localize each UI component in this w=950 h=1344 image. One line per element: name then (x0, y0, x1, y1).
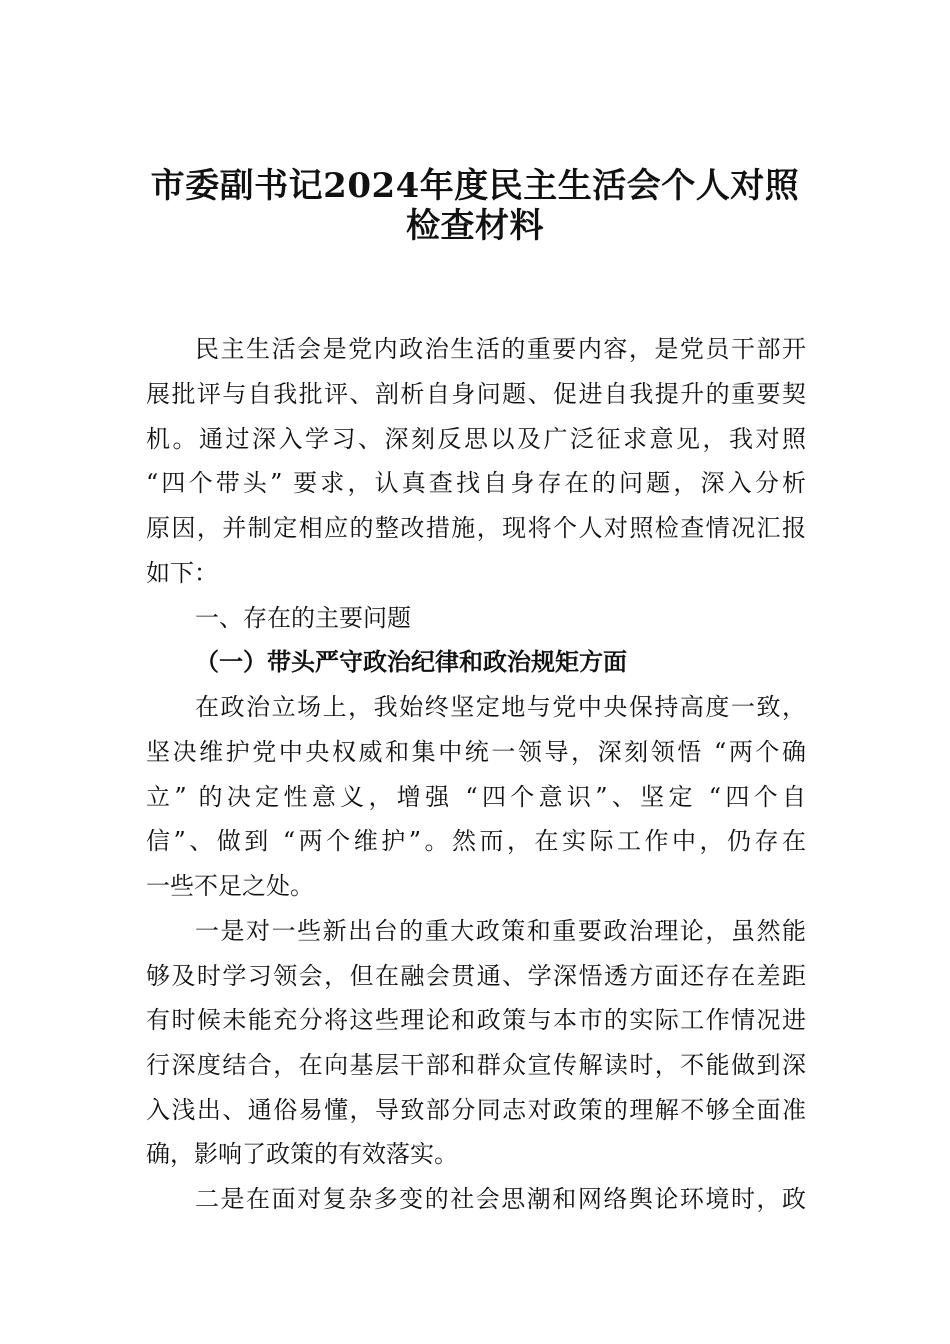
body-line: 信”、做到 “两个维护”。然而，在实际工作中，仍存在 (146, 827, 806, 855)
intro-line: 展批评与自我批评、剖析自身问题、促进自我提升的重要契 (146, 380, 806, 408)
body-line: 在政治立场上，我始终坚定地与党中央保持高度一致， (195, 693, 806, 721)
section-heading: 一、存在的主要问题 (195, 604, 411, 632)
body-line: 入浅出、通俗易懂，导致部分同志对政策的理解不够全面准 (146, 1096, 806, 1124)
intro-line: 民主生活会是党内政治生活的重要内容，是党员干部开 (195, 335, 806, 363)
document-title-line-2: 检查材料 (406, 206, 544, 246)
document-title-line-1: 市委副书记2024年度民主生活会个人对照 (150, 166, 800, 206)
body-line: 坚决维护党中央权威和集中统一领导，深刻领悟 “两个确 (146, 738, 806, 766)
body-line: 行深度结合，在向基层干部和群众宣传解读时，不能做到深 (146, 1051, 806, 1079)
intro-line: 如下： (146, 559, 218, 587)
body-line: 一些不足之处。 (146, 872, 314, 900)
intro-line: “四个带头” 要求，认真查找自身存在的问题，深入分析 (146, 469, 806, 497)
body-line: 二是在面对复杂多变的社会思潮和网络舆论环境时，政 (195, 1185, 806, 1213)
body-line: 确，影响了政策的有效落实。 (146, 1140, 458, 1168)
body-line: 一是对一些新出台的重大政策和重要政治理论，虽然能 (195, 917, 806, 945)
body-line: 够及时学习领会，但在融会贯通、学深悟透方面还存在差距 (146, 962, 806, 990)
intro-line: 原因，并制定相应的整改措施，现将个人对照检查情况汇报 (146, 514, 806, 542)
body-line: 有时候未能充分将这些理论和政策与本市的实际工作情况进 (146, 1006, 806, 1034)
body-line: 立” 的决定性意义，增强 “四个意识”、坚定 “四个自 (146, 783, 806, 811)
intro-line: 机。通过深入学习、深刻反思以及广泛征求意见，我对照 (146, 425, 806, 453)
subsection-heading: （一）带头严守政治纪律和政治规矩方面 (195, 647, 627, 676)
